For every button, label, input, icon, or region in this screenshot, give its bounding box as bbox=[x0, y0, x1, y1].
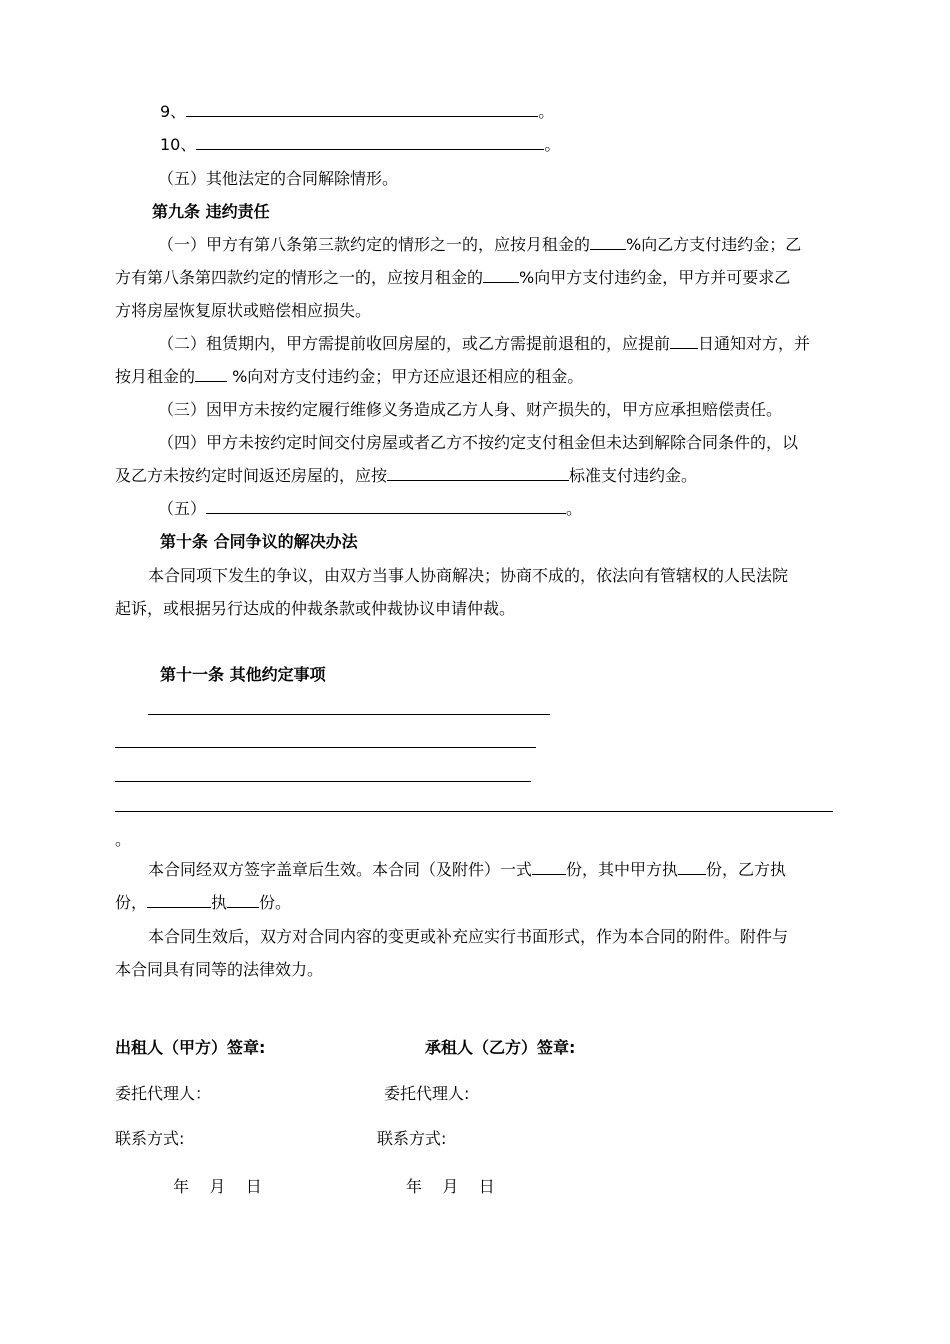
effect-text-b: 份，其中甲方执 bbox=[566, 860, 679, 879]
art9-p5 bbox=[158, 499, 582, 519]
item-10 bbox=[160, 135, 560, 155]
art9-p4-line2 bbox=[115, 466, 697, 486]
lessee-date: 年 月 日 bbox=[406, 1177, 495, 1196]
art9-p2-text-a: （二）租赁期内，甲方需提前收回房屋的，或乙方需提前退租的，应提前 bbox=[158, 334, 671, 353]
other-terms-line-2[interactable] bbox=[115, 747, 536, 748]
penalty-percent-blank-2[interactable] bbox=[483, 268, 519, 283]
art9-p4-line1: （四）甲方未按约定时间交付房屋或者乙方不按约定支付租金但未达到解除合同条件的，以 bbox=[158, 433, 799, 452]
lessor-contact-label: 联系方式: bbox=[115, 1129, 185, 1148]
lessor-agent-label: 委托代理人： bbox=[115, 1084, 212, 1103]
effect-text-f: 份。 bbox=[259, 893, 292, 912]
art9-p1-line2 bbox=[115, 268, 790, 288]
art9-p1-text-b: %向乙方支付违约金；乙 bbox=[626, 235, 802, 254]
art10-line1: 本合同项下发生的争议，由双方当事人协商解决；协商不成的，依法向有管辖权的人民法院 bbox=[148, 566, 789, 585]
art9-p4-text-b: 及乙方未按约定时间返还房屋的，应按 bbox=[115, 466, 388, 485]
effect-text-d: 份， bbox=[115, 893, 148, 912]
copies-other-blank[interactable] bbox=[227, 893, 259, 908]
lessor-signature-label: 出租人（甲方）签章: bbox=[115, 1038, 266, 1057]
item-10-blank[interactable] bbox=[196, 135, 544, 150]
art9-p1-line1 bbox=[158, 235, 801, 255]
penalty-percent-blank-3[interactable] bbox=[195, 367, 227, 382]
article-9-title: 第九条 违约责任 bbox=[152, 202, 270, 221]
art9-p1-line3: 方将房屋恢复原状或赔偿相应损失。 bbox=[115, 301, 372, 320]
art9-p2-line2 bbox=[115, 367, 583, 387]
art9-p2-text-d: %向对方支付违约金；甲方还应退还相应的租金。 bbox=[227, 367, 584, 386]
other-terms-line-4[interactable] bbox=[115, 811, 833, 812]
art9-p2-line1 bbox=[158, 334, 810, 354]
item-5-other: （五）其他法定的合同解除情形。 bbox=[158, 169, 399, 188]
art9-p2-text-c: 按月租金的 bbox=[115, 367, 196, 386]
lessee-contact-label: 联系方式: bbox=[377, 1129, 447, 1148]
item-10-prefix: 10、 bbox=[160, 135, 197, 154]
copies-lessor-blank[interactable] bbox=[678, 860, 706, 875]
penalty-percent-blank-1[interactable] bbox=[590, 235, 626, 250]
copies-total-blank[interactable] bbox=[532, 860, 566, 875]
art9-p1-text-a: （一）甲方有第八条第三款约定的情形之一的，应按月租金的 bbox=[158, 235, 591, 254]
copies-other-party-blank[interactable] bbox=[147, 893, 211, 908]
item-9 bbox=[160, 102, 554, 122]
effect-text-e: 执 bbox=[211, 893, 228, 912]
amend-line1: 本合同生效后，双方对合同内容的变更或补充应实行书面形式，作为本合同的附件。附件与 bbox=[148, 927, 789, 946]
art9-p5-suffix: 。 bbox=[566, 499, 583, 518]
notice-days-blank[interactable] bbox=[670, 334, 698, 349]
item-9-blank[interactable] bbox=[186, 102, 538, 117]
art10-line2: 起诉，或根据另行达成的仲裁条款或仲裁协议申请仲裁。 bbox=[115, 599, 516, 618]
amend-line2: 本合同具有同等的法律效力。 bbox=[115, 960, 324, 979]
lessee-signature-label: 承租人（乙方）签章: bbox=[425, 1038, 576, 1057]
penalty-standard-blank[interactable] bbox=[387, 466, 569, 481]
art9-p2-text-b: 日通知对方，并 bbox=[698, 334, 811, 353]
lessee-agent-label: 委托代理人: bbox=[384, 1084, 470, 1103]
art9-p5-prefix: （五） bbox=[158, 499, 207, 518]
art11-end-mark: 。 bbox=[115, 830, 132, 849]
article-11-title: 第十一条 其他约定事项 bbox=[160, 665, 326, 684]
effect-line1 bbox=[148, 860, 786, 880]
other-terms-line-3[interactable] bbox=[115, 781, 531, 782]
lessor-date: 年 月 日 bbox=[173, 1177, 262, 1196]
art9-p4-text-c: 标准支付违约金。 bbox=[569, 466, 698, 485]
item-9-suffix: 。 bbox=[538, 102, 555, 121]
art9-p1-text-c: 方有第八条第四款约定的情形之一的，应按月租金的 bbox=[115, 268, 484, 287]
effect-text-a: 本合同经双方签字盖章后生效。本合同（及附件）一式 bbox=[148, 860, 533, 879]
art9-p5-blank[interactable] bbox=[206, 499, 566, 514]
item-10-suffix: 。 bbox=[544, 135, 561, 154]
effect-text-c: 份，乙方执 bbox=[706, 860, 787, 879]
effect-line2 bbox=[115, 893, 291, 913]
art9-p1-text-d: %向甲方支付违约金，甲方并可要求乙 bbox=[519, 268, 791, 287]
art9-p3: （三）因甲方未按约定履行维修义务造成乙方人身、财产损失的，甲方应承担赔偿责任。 bbox=[158, 400, 783, 419]
article-10-title: 第十条 合同争议的解决办法 bbox=[160, 532, 358, 551]
item-9-prefix: 9、 bbox=[160, 102, 187, 121]
other-terms-line-1[interactable] bbox=[148, 714, 550, 715]
